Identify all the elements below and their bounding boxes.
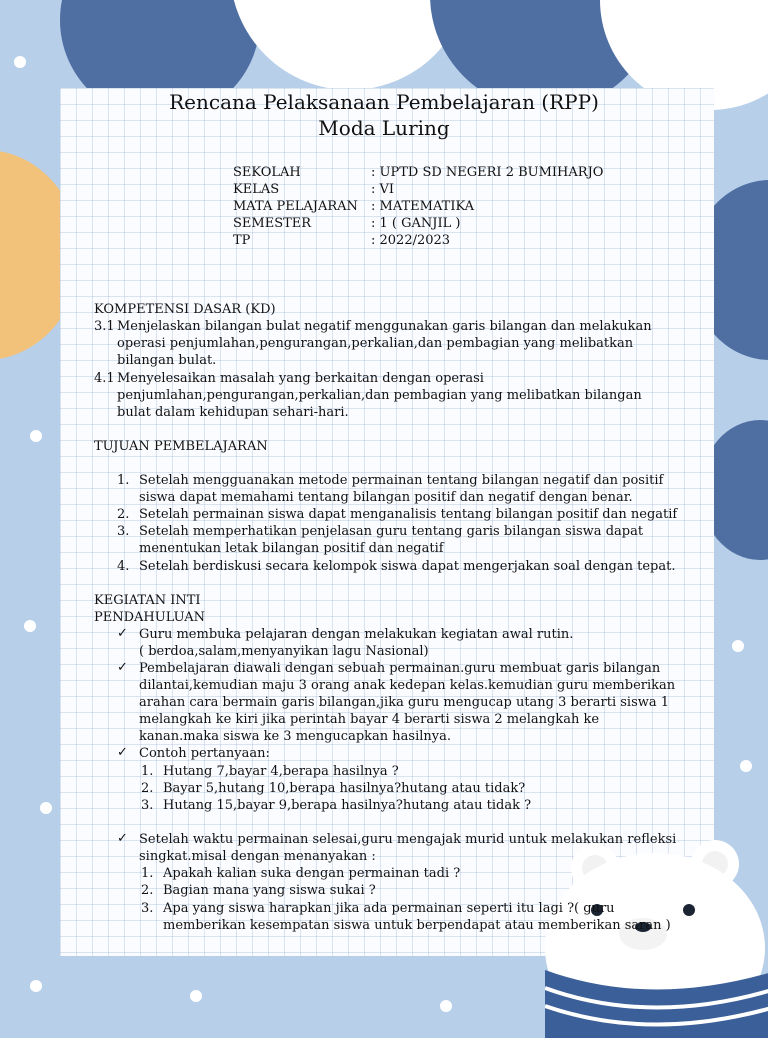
kd-line: operasi penjumlahan,pengurangan,perkalian,dan pembagian yang melibatkan [117,336,634,351]
identity-value: : VI [371,182,395,197]
kd-number: 3.1 [94,319,115,334]
kd-line: Menjelaskan bilangan bulat negatif menggunakan garis bilangan dan melakukan [117,319,652,334]
kegiatan-line: arahan cara bermain garis bilangan,jika guru mengucap utang 3 berarti siswa 1 [139,695,670,710]
tujuan-heading: TUJUAN PEMBELAJARAN [94,439,268,454]
kd-line: bulat dalam kehidupan sehari-hari. [117,405,349,420]
kegiatan-heading: KEGIATAN INTI [94,593,201,608]
identity-label: TP [233,233,251,248]
tujuan-line: Setelah mengguanakan metode permainan tentang bilangan negatif dan positif [139,473,664,488]
refleksi-item: memberikan kesempatan siswa untuk berpendapat atau memberikan saran ) [163,918,671,933]
kd-line: bilangan bulat. [117,353,217,368]
contoh-number: 1. [141,764,154,779]
check-icon: ✓ [117,660,128,675]
refleksi-item: Apa yang siswa harapkan jika ada permainan seperti itu lagi ?( guru [163,901,615,916]
background-dot [732,640,744,652]
refleksi-number: 2. [141,883,154,898]
background-dot [40,802,52,814]
refleksi-item: Apakah kalian suka dengan permainan tadi ? [163,866,461,881]
kd-number: 4.1 [94,371,115,386]
background-dot [14,56,26,68]
identity-label: SEMESTER [233,216,312,231]
check-icon: ✓ [117,831,128,846]
refleksi-line: Setelah waktu permainan selesai,guru mengajak murid untuk melakukan refleksi [139,832,677,847]
contoh-number: 2. [141,781,154,796]
identity-value: : MATEMATIKA [371,199,475,214]
kegiatan-subheading: PENDAHULUAN [94,610,205,625]
tujuan-number: 3. [117,524,130,539]
kegiatan-line: melangkah ke kiri jika perintah bayar 4 berarti siswa 2 melangkah ke [139,712,600,727]
tujuan-number: 2. [117,507,130,522]
contoh-text: Bayar 5,hutang 10,berapa hasilnya?hutang atau tidak? [163,781,526,796]
kegiatan-line: dilantai,kemudian maju 3 orang anak kedepan kelas.kemudian guru memberikan [139,678,676,693]
background-dot [422,40,434,52]
identity-label: SEKOLAH [233,165,301,180]
tujuan-line: menentukan letak bilangan positif dan negatif [139,541,444,556]
kd-line: penjumlahan,pengurangan,perkalian,dan pembagian yang melibatkan bilangan [117,388,642,403]
tujuan-number: 1. [117,473,130,488]
tujuan-line: Setelah berdiskusi secara kelompok siswa dapat mengerjakan soal dengan tepat. [139,559,676,574]
background-dot [440,1000,452,1012]
tujuan-number: 4. [117,559,130,574]
tujuan-line: Setelah permainan siswa dapat menganalisis tentang bilangan positif dan negatif [139,507,678,522]
contoh-number: 3. [141,798,154,813]
kegiatan-line: Pembelajaran diawali dengan sebuah permainan.guru membuat garis bilangan [139,661,661,676]
document-subtitle: Moda Luring [318,116,450,140]
refleksi-item: Bagian mana yang siswa sukai ? [163,883,376,898]
identity-value: : UPTD SD NEGERI 2 BUMIHARJO [371,165,604,180]
kd-line: Menyelesaikan masalah yang berkaitan dengan operasi [117,371,484,386]
kegiatan-line: kanan.maka siswa ke 3 mengucapkan hasilnya. [139,729,451,744]
kegiatan-line: ( berdoa,salam,menyanyikan lagu Nasional) [139,644,429,659]
background-dot [30,430,42,442]
document-title: Rencana Pelaksanaan Pembelajaran (RPP) [169,90,599,114]
tujuan-line: Setelah memperhatikan penjelasan guru tentang garis bilangan siswa dapat [139,524,644,539]
polar-bear-illustration [545,838,768,1038]
kegiatan-line: Contoh pertanyaan: [139,746,270,761]
kd-heading: KOMPETENSI DASAR (KD) [94,302,276,317]
background-dot [24,620,36,632]
identity-value: : 2022/2023 [371,233,451,248]
refleksi-number: 3. [141,901,154,916]
identity-label: KELAS [233,182,280,197]
check-icon: ✓ [117,745,128,760]
identity-value: : 1 ( GANJIL ) [371,216,461,231]
identity-label: MATA PELAJARAN [233,199,358,214]
tujuan-line: siswa dapat memahami tentang bilangan positif dan negatif dengan benar. [139,490,633,505]
background-dot [740,760,752,772]
refleksi-number: 1. [141,866,154,881]
check-icon: ✓ [117,626,128,641]
background-dot [190,990,202,1002]
contoh-text: Hutang 15,bayar 9,berapa hasilnya?hutang atau tidak ? [163,798,532,813]
background-dot [30,980,42,992]
kegiatan-line: Guru membuka pelajaran dengan melakukan kegiatan awal rutin. [139,627,574,642]
refleksi-line: singkat.misal dengan menanyakan : [139,849,376,864]
contoh-text: Hutang 7,bayar 4,berapa hasilnya ? [163,764,399,779]
